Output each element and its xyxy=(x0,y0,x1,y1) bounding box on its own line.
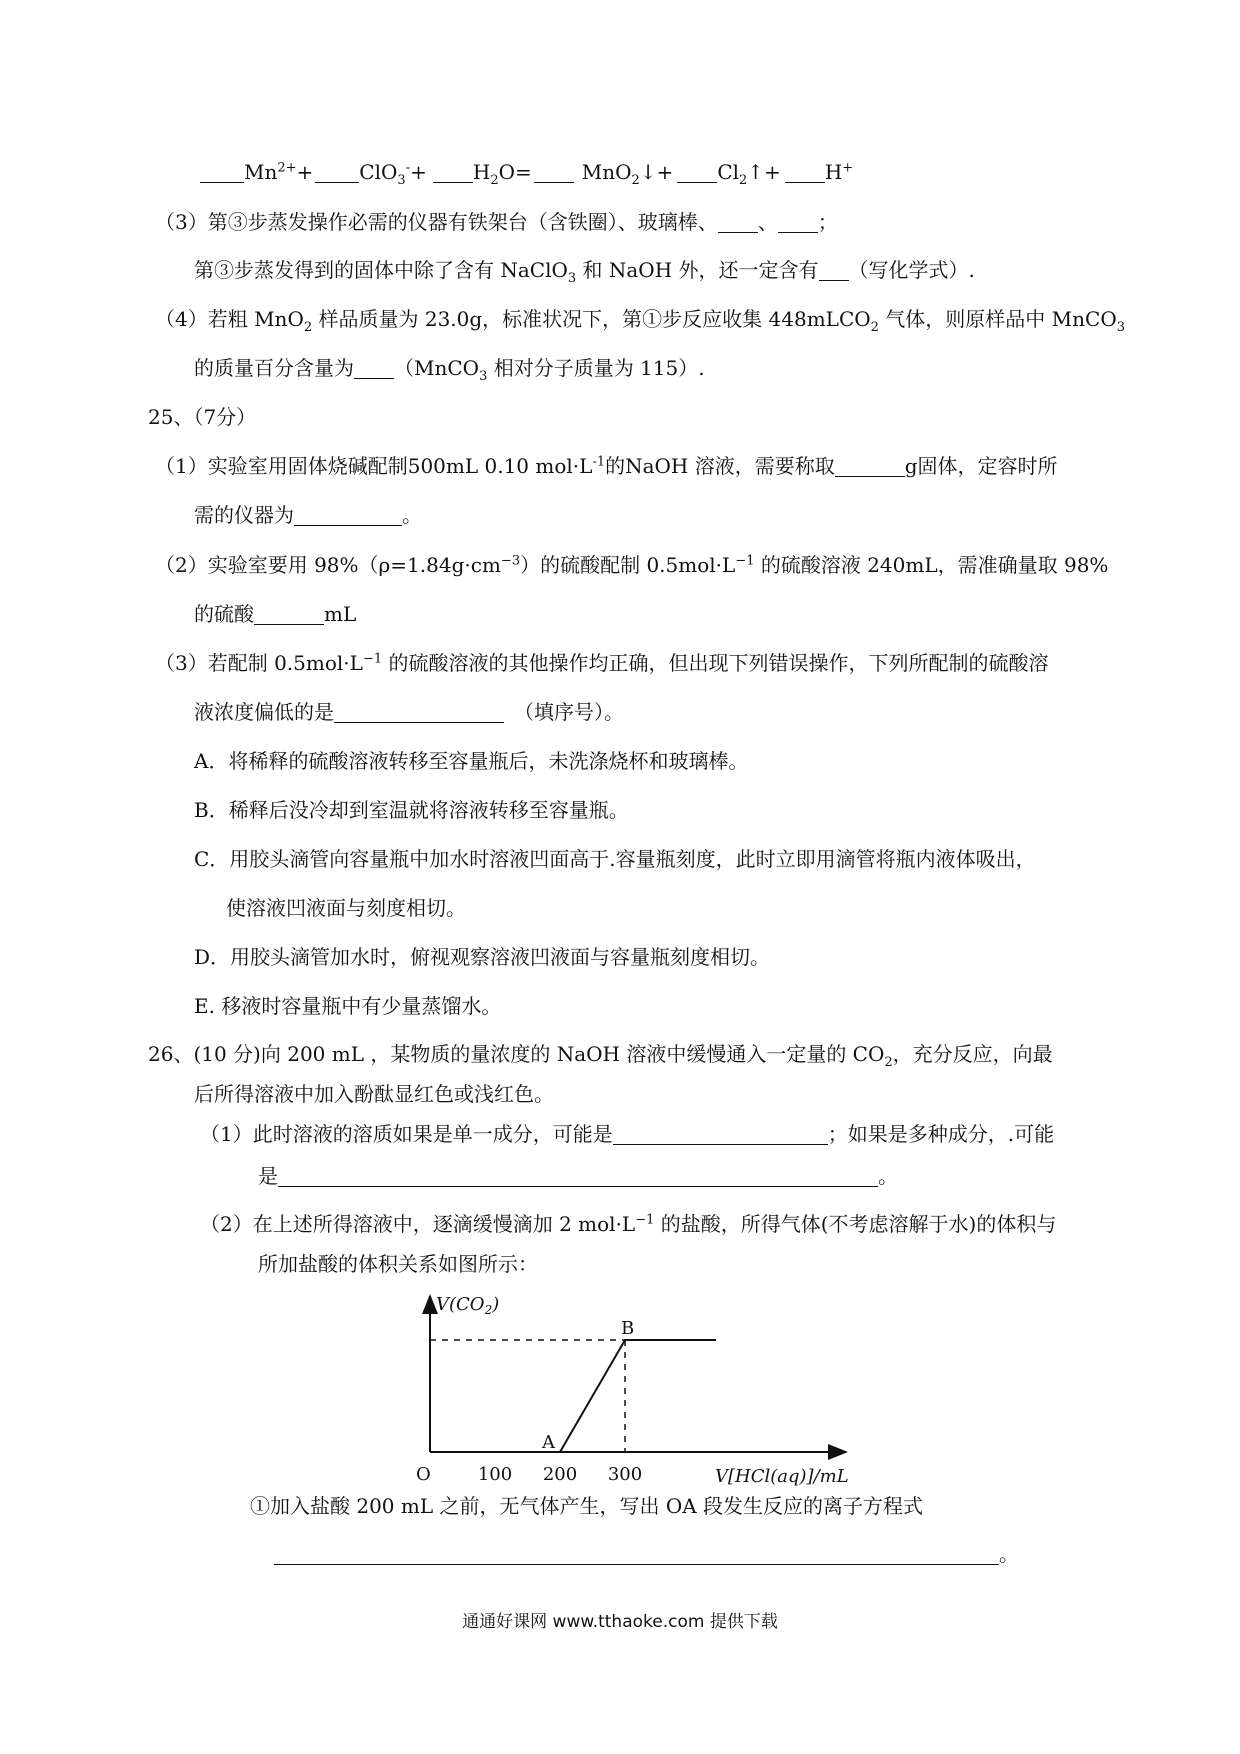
point-b-label: B xyxy=(621,1318,635,1339)
q25-p2-line2: 的硫酸 mL xyxy=(194,602,357,626)
q26-blank-multiple[interactable] xyxy=(278,1166,878,1187)
q26-p1-line2: 是 。 xyxy=(258,1164,898,1188)
q25-p1-line2: 需的仪器为 。 xyxy=(194,503,422,527)
q25-option-b: B．稀释后没冷却到室温就将溶液转移至容量瓶。 xyxy=(194,798,629,822)
q26-blank-ionic-equation[interactable] xyxy=(274,1544,999,1565)
q26-p2-line2: 所加盐酸的体积关系如图所示： xyxy=(258,1252,538,1276)
q26-line2: 后所得溶液中加入酚酞显红色或浅红色。 xyxy=(194,1082,554,1106)
plus-sign: + xyxy=(410,160,427,184)
q25-blank-choice[interactable] xyxy=(334,702,504,723)
blank-mno2[interactable] xyxy=(534,162,574,183)
q25-header: 25、（7分） xyxy=(148,405,257,429)
q26-subq1-answer-line: 。 xyxy=(274,1540,1019,1568)
h-ion: H xyxy=(824,160,843,184)
precipitate-arrow: ↓+ xyxy=(639,160,674,184)
equation-line xyxy=(200,158,853,186)
q26-p1-line1: （1）此时溶液的溶质如果是单一成分，可能是 ；如果是多种成分，.可能 xyxy=(200,1122,1055,1146)
q25-option-e: E. 移液时容量瓶中有少量蒸馏水。 xyxy=(194,994,502,1018)
q25-p3-line1: （3）若配制 $0.5mol\cdot L^{-1}$ 的硫酸溶液的其他操作均正确，但出现下列错误操作，下列所配制的硫酸溶 xyxy=(155,651,1049,675)
q4-blank[interactable] xyxy=(354,358,394,379)
q25-blank-volume[interactable] xyxy=(254,604,324,625)
blank-cl2[interactable] xyxy=(677,162,717,183)
mn-ion: Mn xyxy=(244,160,278,184)
q3-line2: 第③步蒸发得到的固体中除了含有 NaClO$_3$ 和 NaOH 外，还一定含有 （写化学式）. xyxy=(194,258,975,286)
q25-option-a: A．将稀释的硫酸溶液转移至容量瓶后，未洗涤烧杯和玻璃棒。 xyxy=(194,749,749,773)
q3-blank-1[interactable] xyxy=(718,212,758,233)
q25-option-c2: 使溶液凹液面与刻度相切。 xyxy=(226,896,466,920)
clo3-sub: 3 xyxy=(397,173,406,188)
h-charge: + xyxy=(842,160,854,176)
mno2: MnO xyxy=(581,160,632,184)
water-sub: 2 xyxy=(490,173,499,188)
mn-charge: 2+ xyxy=(277,160,297,176)
q4-line2: 的质量百分含量为 （MnCO$_3$ 相对分子质量为 115）. xyxy=(194,356,705,384)
x-tick-100: 100 xyxy=(477,1464,513,1485)
footer-text: 通通好课网 www.tthaoke.com 提供下载 xyxy=(462,1612,778,1632)
q25-option-d: D．用胶头滴管加水时，俯视观察溶液凹液面与容量瓶刻度相切。 xyxy=(194,945,771,969)
cl2: Cl xyxy=(717,160,740,184)
y-axis-label: $V(CO_2)$ xyxy=(436,1294,500,1317)
water-h: H xyxy=(472,160,491,184)
blank-h2o[interactable] xyxy=(433,162,473,183)
q25-p2-line1: （2）实验室要用 $98\%(\rho=1.84g\cdot cm^{-3})$的硫酸配制 $0.5mol\cdot L^{-1}$ 的硫酸溶液 240mL，需准确量取 98% xyxy=(155,553,1109,577)
q25-blank-instrument[interactable] xyxy=(294,505,402,526)
q26-blank-single[interactable] xyxy=(613,1124,828,1145)
q25-p3-line2: 液浓度偏低的是 （填序号）。 xyxy=(194,700,624,724)
water-o: O= xyxy=(498,160,532,184)
q25-blank-mass[interactable] xyxy=(835,456,905,477)
clo3-charge: - xyxy=(405,160,411,176)
q3-blank-2[interactable] xyxy=(778,212,818,233)
clo3-ion: ClO xyxy=(359,160,398,184)
x-tick-300: 300 xyxy=(607,1464,643,1485)
blank-h[interactable] xyxy=(785,162,825,183)
x-axis-label: V[HCl(aq)]/mL xyxy=(715,1466,849,1487)
q3-line1: （3）第③步蒸发操作必需的仪器有铁架台（含铁圈）、玻璃棒、 、 ； xyxy=(155,210,838,234)
q3-blank-3[interactable] xyxy=(819,260,849,281)
blank-clo3[interactable] xyxy=(315,162,359,183)
mno2-sub: 2 xyxy=(631,173,640,188)
q4-line1: （4）若粗 MnO$_2$ 样品质量为 23.0g，标准状况下，第①步反应收集 448mLCO$_2$ 气体，则原样品中 MnCO$_3$ xyxy=(155,307,1125,335)
q26-p2-line1: （2）在上述所得溶液中，逐滴缓慢滴加 2 $mol\cdot L^{-1}$ 的盐酸，所得气体(不考虑溶解于水)的体积与 xyxy=(200,1212,1057,1236)
q26-subq1: ①加入盐酸 200 mL 之前，无气体产生，写出 OA 段发生反应的离子方程式 xyxy=(250,1494,924,1518)
cl2-sub: 2 xyxy=(739,173,748,188)
x-tick-200: 200 xyxy=(542,1464,578,1485)
plus-sign: + xyxy=(296,160,314,184)
blank-mn[interactable] xyxy=(200,162,244,183)
point-a-label: A xyxy=(542,1432,555,1453)
co2-volume-graph xyxy=(410,1288,870,1488)
co2-series-line xyxy=(430,1340,716,1452)
q25-option-c1: C．用胶头滴管向容量瓶中加水时溶液凹面高于.容量瓶刻度，此时立即用滴管将瓶内液体吸出， xyxy=(194,847,1036,871)
q25-p1-line1: （1）实验室用固体烧碱配制500mL 0.10 $mol\cdot L^{-1}$的NaOH 溶液，需要称取 g固体，定容时所 xyxy=(155,454,1058,478)
gas-arrow: ↑+ xyxy=(747,160,781,184)
q26-line1: 26、(10 分)向 200 mL ，某物质的量浓度的 NaOH 溶液中缓慢通入一定量的 $CO_2$，充分反应，向最 xyxy=(148,1042,1053,1070)
origin-label: O xyxy=(416,1464,431,1485)
